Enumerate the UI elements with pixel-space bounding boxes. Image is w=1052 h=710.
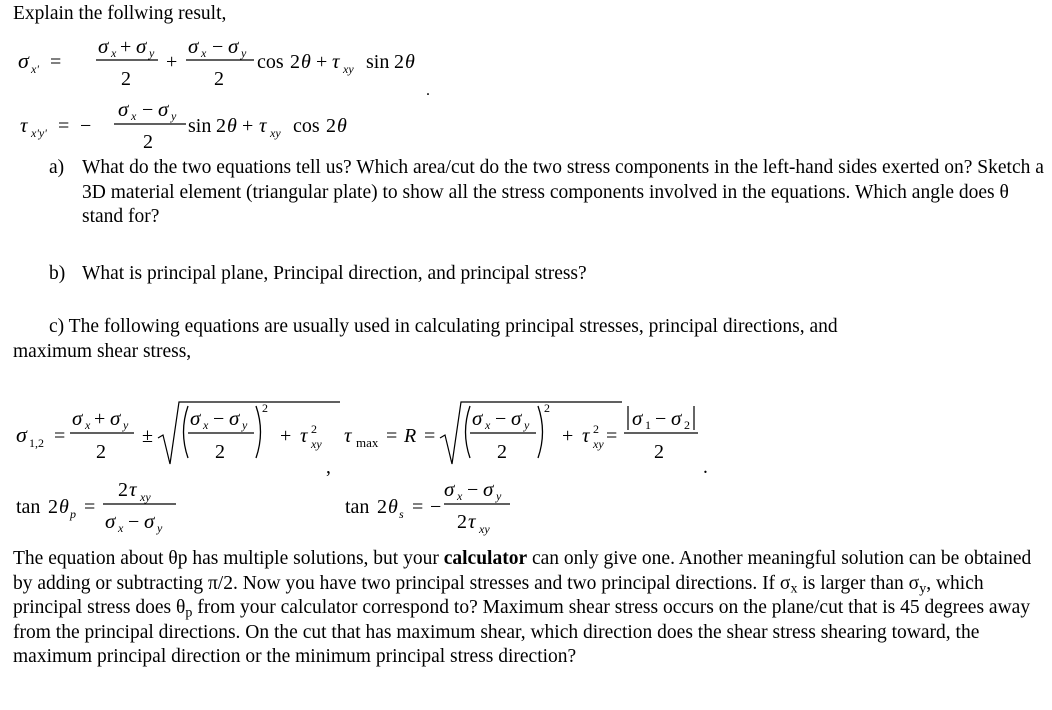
part-c-intro-line1: c) The following equations are usually used in calculating principal stresses, principal directions, and xyxy=(49,316,838,337)
svg-text:σ: σ xyxy=(98,34,109,58)
svg-text:2: 2 xyxy=(48,496,58,518)
svg-text:σ: σ xyxy=(158,97,169,121)
svg-text:s: s xyxy=(399,507,404,521)
svg-text:σ: σ xyxy=(188,34,199,58)
equation-max-shear xyxy=(340,392,720,474)
svg-text:2: 2 xyxy=(215,441,225,463)
svg-text:−: − xyxy=(80,115,92,137)
svg-text:θ: θ xyxy=(405,51,415,73)
svg-text:σ: σ xyxy=(190,406,201,430)
heading: Explain the follwing result, xyxy=(13,3,227,24)
svg-text:−: − xyxy=(655,408,667,430)
svg-text:σ: σ xyxy=(110,406,121,430)
closing-part-2: can only give one. Another meaningful solution can be obtained by adding or subtracting π/2. Now you have two principal stresses and two principal directions. If σ xyxy=(13,548,1032,594)
svg-text:θ: θ xyxy=(388,496,398,518)
svg-text:τ: τ xyxy=(344,423,352,447)
svg-text:σ: σ xyxy=(72,406,83,430)
svg-text:xy: xy xyxy=(311,437,322,451)
closing-paragraph xyxy=(13,547,1045,670)
svg-text:2: 2 xyxy=(121,68,131,90)
equation-end-period: . xyxy=(703,457,708,478)
svg-text:y: y xyxy=(157,521,163,535)
svg-text:−: − xyxy=(430,496,442,518)
svg-text:xy: xy xyxy=(343,62,354,76)
svg-text:−: − xyxy=(213,408,225,430)
equation-tan-theta-p xyxy=(0,474,200,544)
svg-text:x: x xyxy=(201,46,207,60)
svg-text:τ: τ xyxy=(259,113,267,137)
part-c-intro-line2: maximum shear stress, xyxy=(13,341,192,362)
svg-text:x: x xyxy=(85,418,91,432)
equation-principal-stresses xyxy=(0,392,350,474)
svg-text:+: + xyxy=(166,51,178,73)
svg-text:xy: xy xyxy=(270,126,281,140)
svg-text:±: ± xyxy=(142,425,153,447)
svg-text:σ: σ xyxy=(632,406,643,430)
svg-text:σ: σ xyxy=(671,406,682,430)
svg-text:x': x' xyxy=(31,62,39,76)
svg-text:cos: cos xyxy=(257,51,284,73)
svg-text:xy: xy xyxy=(140,490,151,504)
svg-text:2: 2 xyxy=(544,401,550,415)
svg-text:τ: τ xyxy=(129,477,137,501)
svg-text:y: y xyxy=(242,418,248,432)
svg-text:−: − xyxy=(128,511,140,533)
svg-text:σ: σ xyxy=(118,97,129,121)
svg-text:τ: τ xyxy=(582,423,590,447)
svg-text:σ: σ xyxy=(229,406,240,430)
svg-text:y: y xyxy=(171,109,177,123)
svg-text:.: . xyxy=(426,82,430,99)
svg-text:=: = xyxy=(386,425,398,447)
equation-tan-theta-s xyxy=(340,474,540,544)
svg-text:p: p xyxy=(70,507,76,521)
svg-text:+: + xyxy=(280,425,292,447)
svg-text:=: = xyxy=(84,496,96,518)
svg-text:=: = xyxy=(54,425,66,447)
svg-text:1,2: 1,2 xyxy=(29,436,44,450)
svg-text:σ: σ xyxy=(16,422,27,447)
svg-text:xy: xy xyxy=(479,522,490,536)
svg-text:σ: σ xyxy=(444,477,455,501)
svg-text:σ: σ xyxy=(136,34,147,58)
svg-text:2: 2 xyxy=(311,422,317,436)
svg-text:θ: θ xyxy=(227,115,237,137)
svg-text:2: 2 xyxy=(216,115,226,137)
svg-text:2: 2 xyxy=(96,441,106,463)
part-b-text: What is principal plane, Principal direction, and principal stress? xyxy=(82,263,587,284)
svg-text:2: 2 xyxy=(143,131,153,153)
svg-text:1: 1 xyxy=(645,418,651,432)
svg-text:2: 2 xyxy=(684,418,690,432)
closing-part-1: The equation about θp has multiple solutions, but your xyxy=(13,548,444,569)
svg-text:2: 2 xyxy=(593,422,599,436)
svg-text:σ: σ xyxy=(483,477,494,501)
svg-text:τ: τ xyxy=(20,113,28,137)
part-a-label: a) xyxy=(49,157,65,178)
svg-text:2: 2 xyxy=(377,496,387,518)
svg-text:y: y xyxy=(524,418,530,432)
svg-text:=: = xyxy=(412,496,424,518)
svg-text:x: x xyxy=(203,418,209,432)
svg-text:=: = xyxy=(58,115,70,137)
part-b-label: b) xyxy=(49,263,66,284)
svg-text:2: 2 xyxy=(290,51,300,73)
sub-y: y xyxy=(919,580,927,596)
svg-text:x: x xyxy=(457,489,463,503)
svg-text:x'y': x'y' xyxy=(31,126,47,140)
svg-text:=: = xyxy=(606,425,618,447)
svg-text:=: = xyxy=(50,51,62,73)
sub-x: x xyxy=(790,580,798,596)
svg-text:x: x xyxy=(131,109,137,123)
svg-text:sin: sin xyxy=(188,115,212,137)
svg-text:+: + xyxy=(562,425,574,447)
svg-text:=: = xyxy=(424,425,436,447)
svg-text:y: y xyxy=(241,46,247,60)
svg-text:τ: τ xyxy=(332,49,340,73)
svg-text:σ: σ xyxy=(105,509,116,533)
svg-text:σ: σ xyxy=(511,406,522,430)
svg-text:2: 2 xyxy=(214,68,224,90)
svg-text:2: 2 xyxy=(394,51,404,73)
svg-text:xy: xy xyxy=(593,437,604,451)
svg-text:x: x xyxy=(111,46,117,60)
svg-text:2: 2 xyxy=(262,401,268,415)
svg-text:τ: τ xyxy=(468,509,476,533)
svg-text:θ: θ xyxy=(301,51,311,73)
svg-text:y: y xyxy=(123,418,129,432)
svg-text:x: x xyxy=(485,418,491,432)
svg-text:θ: θ xyxy=(337,115,347,137)
equation-sigma-x-prime xyxy=(0,28,460,98)
sub-p: p xyxy=(185,604,193,621)
svg-text:2: 2 xyxy=(497,441,507,463)
svg-text:R: R xyxy=(404,425,417,447)
svg-text:+: + xyxy=(94,408,106,430)
svg-text:2: 2 xyxy=(118,479,128,501)
part-a-text: What do the two equations tell us? Which area/cut do the two stress components in the left-hand sides exerted on? Sketch a 3D material element (triangular plate) to show all the stress components involved in the equations. Which angle does θ stand for? xyxy=(82,157,1044,227)
svg-text:+: + xyxy=(242,115,254,137)
svg-text:τ: τ xyxy=(300,423,308,447)
svg-text:−: − xyxy=(495,408,507,430)
svg-text:2: 2 xyxy=(326,115,336,137)
svg-text:cos: cos xyxy=(293,115,320,137)
svg-text:σ: σ xyxy=(228,34,239,58)
svg-text:y: y xyxy=(149,46,155,60)
svg-text:sin: sin xyxy=(366,51,390,73)
svg-text:2: 2 xyxy=(457,511,467,533)
closing-part-3: is larger than σ xyxy=(797,572,920,594)
svg-text:−: − xyxy=(142,99,154,121)
svg-text:max: max xyxy=(356,435,379,450)
svg-text:tan: tan xyxy=(345,496,370,518)
svg-text:−: − xyxy=(212,36,224,58)
svg-text:y: y xyxy=(496,489,502,503)
equation-separator-comma: , xyxy=(326,457,331,478)
svg-text:θ: θ xyxy=(59,496,69,518)
equation-tau-xy-prime xyxy=(0,94,380,156)
svg-text:x: x xyxy=(118,521,124,535)
calculator-bold: calculator xyxy=(443,548,528,569)
svg-text:tan: tan xyxy=(16,496,41,518)
svg-text:2: 2 xyxy=(654,441,664,463)
svg-text:+: + xyxy=(120,36,132,58)
svg-text:−: − xyxy=(467,479,479,501)
svg-text:σ: σ xyxy=(144,509,155,533)
closing-part-4: , which principal stress does θ xyxy=(13,572,984,618)
svg-text:σ: σ xyxy=(472,406,483,430)
svg-text:+: + xyxy=(316,51,328,73)
svg-text:σ: σ xyxy=(18,48,29,73)
closing-part-5: from your calculator correspond to? Maximum shear stress occurs on the plane/cut that is 45 degrees away from the principal directions. On the cut that has maximum shear, which direction does the shear stress shearing toward, the maximum principal direction or the minimum principal stress direction? xyxy=(13,597,1031,667)
